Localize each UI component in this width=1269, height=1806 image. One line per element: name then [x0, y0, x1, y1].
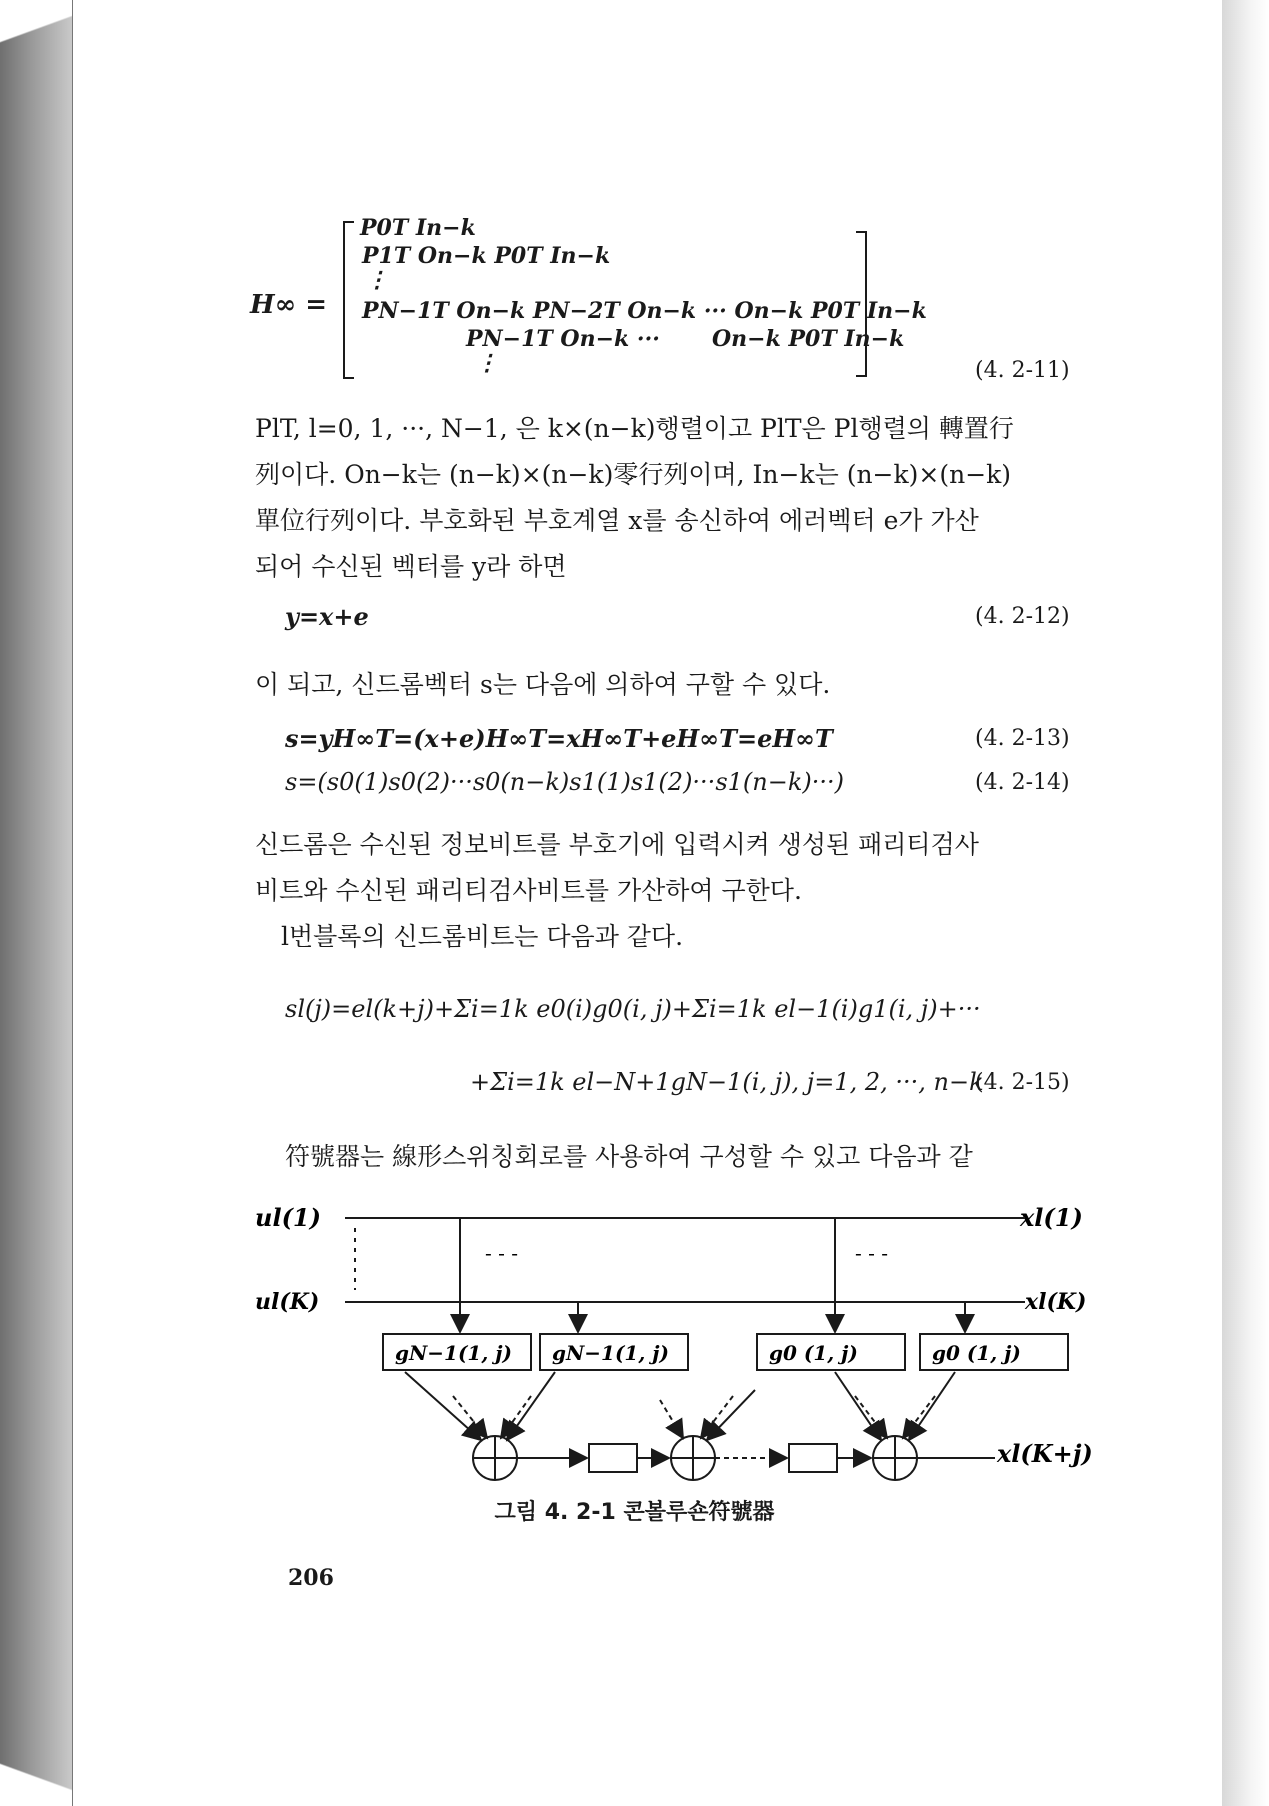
paragraph-1-line-3: 單位行列이다. 부호화된 부호계열 x를 송신하여 에러벡터 e가 가산: [255, 506, 979, 535]
encoder-diagram: [255, 1190, 1105, 1490]
matrix-row-4: PN−1T On−k PN−2T On−k ··· On−k P0T In−k: [362, 298, 927, 324]
output-k-label: xl(K): [1025, 1289, 1087, 1315]
paragraph-2: [255, 662, 1085, 708]
equation-number-15: (4. 2-15): [975, 1070, 1070, 1095]
equation-15-line-2: +Σi=1k el−N+1gN−1(i, j), j=1, 2, ···, n−k: [470, 1068, 984, 1096]
delay-1: [589, 1444, 637, 1472]
adder-1: [473, 1436, 517, 1480]
page-number: 206: [288, 1565, 334, 1591]
paragraph-1-line-4: 되어 수신된 벡터를 y라 하면: [255, 552, 567, 581]
coefficient-box-1-label: gN−1(1, j): [395, 1341, 512, 1365]
paragraph-2-line-1: 이 되고, 신드롬벡터 s는 다음에 의하여 구할 수 있다.: [255, 670, 831, 699]
matrix-row-3: ⋮: [366, 267, 388, 293]
coefficient-box-2-label: gN−1(1, j): [552, 1341, 669, 1365]
output-1-label: xl(1): [1020, 1203, 1083, 1232]
delay-2: [789, 1444, 837, 1472]
dots-right: - - -: [855, 1241, 888, 1265]
coefficient-box-4-label: g0 (1, j): [932, 1341, 1021, 1365]
adder-2: [671, 1436, 715, 1480]
paragraph-3: [255, 822, 1085, 960]
adder-3: [873, 1436, 917, 1480]
equation-13: s=yH∞T=(x+e)H∞T=xH∞T+eH∞T=eH∞T: [285, 724, 833, 753]
matrix-row-2: P1T On−k P0T In−k: [362, 243, 611, 269]
paragraph-4-line-1: 符號器는 線形스위칭회로를 사용하여 구성할 수 있고 다음과 같: [285, 1142, 973, 1171]
matrix-row-5a: PN−1T On−k ···: [466, 326, 660, 352]
equation-14: s=(s0(1)s0(2)···s0(n−k)s1(1)s1(2)···s1(n−k)···): [285, 768, 844, 796]
equation-number-11: (4. 2-11): [975, 358, 1070, 383]
input-k-label: ul(K): [255, 1289, 320, 1315]
equation-number-12: (4. 2-12): [975, 604, 1070, 629]
equation-number-13: (4. 2-13): [975, 726, 1070, 751]
matrix-row-6: ⋮: [476, 350, 498, 376]
paragraph-1: [255, 406, 1085, 590]
paragraph-3-line-1: 신드롬은 수신된 정보비트를 부호기에 입력시켜 생성된 패리티검사: [255, 830, 979, 859]
equation-15-line-1: sl(j)=el(k+j)+Σi=1k e0(i)g0(i, j)+Σi=1k el−1(i)g1(i, j)+···: [285, 995, 981, 1023]
equation-number-14: (4. 2-14): [975, 770, 1070, 795]
paragraph-1-line-1: PlT, l=0, 1, ···, N−1, 은 k×(n−k)행렬이고 PlT은 Pl행렬의 轉置行: [255, 414, 1014, 443]
coefficient-box-3-label: g0 (1, j): [769, 1341, 858, 1365]
book-page-edge: [0, 0, 72, 1806]
matrix-lhs: H∞ =: [250, 290, 328, 320]
matrix-row-5b: On−k P0T In−k: [712, 326, 905, 352]
page-shadow: [1222, 0, 1269, 1806]
output-kj-label: xl(K+j): [997, 1439, 1093, 1468]
figure-caption: 그림 4. 2-1 콘볼루숀符號器: [494, 1500, 775, 1525]
equation-12: y=x+e: [285, 602, 369, 631]
matrix-row-1: P0T In−k: [360, 215, 476, 241]
input-1-label: ul(1): [255, 1203, 321, 1232]
paragraph-1-line-2: 列이다. On−k는 (n−k)×(n−k)零行列이며, In−k는 (n−k)×(n−k): [255, 460, 1012, 489]
paragraph-3-line-3: l번블록의 신드롬비트는 다음과 같다.: [281, 922, 684, 951]
paragraph-4: [255, 1134, 1085, 1180]
paragraph-3-line-2: 비트와 수신된 패리티검사비트를 가산하여 구한다.: [255, 876, 802, 905]
dots-left: - - -: [485, 1241, 518, 1265]
